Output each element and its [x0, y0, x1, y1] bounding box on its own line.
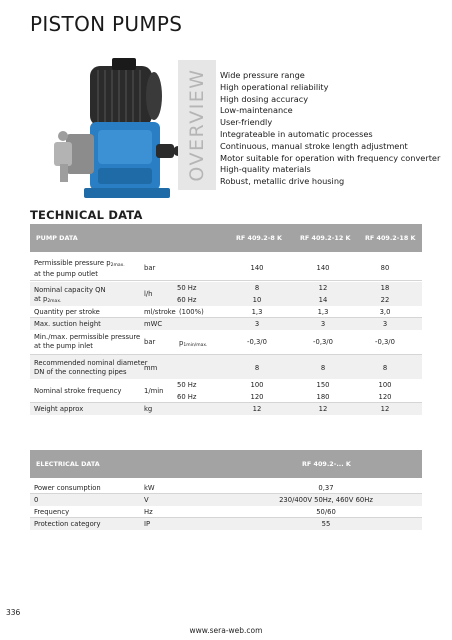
header-model: RF 409.2-12 K [300, 234, 351, 242]
table-row [30, 355, 422, 379]
pump-data-table [30, 224, 422, 415]
table-row [30, 379, 422, 403]
row-symbol: p [179, 339, 184, 347]
feature-item: Integrateable in automatic processes [220, 128, 373, 139]
row-label: Weight approx [34, 405, 84, 413]
row-value: 3 [382, 320, 388, 328]
header-label: PUMP DATA [36, 234, 78, 242]
row-label: Permissible pressure p [34, 259, 111, 267]
row-unit: V [144, 496, 149, 504]
row-value: 8 [254, 364, 260, 372]
row-label: Max. suction height [34, 320, 101, 328]
row-value: 140 [316, 264, 330, 272]
row-label: 0 [34, 496, 39, 504]
row-value: 8 [254, 284, 260, 292]
row-value: 14 [318, 296, 328, 304]
row-label: Frequency [34, 508, 70, 516]
row-value: 12 [318, 405, 328, 413]
header-label: ELECTRICAL DATA [36, 460, 100, 468]
row-value: 1,3 [317, 308, 329, 316]
row-value: 150 [316, 381, 330, 389]
table-row [30, 282, 422, 306]
row-value: 50/60 [316, 508, 336, 516]
row-value: 12 [318, 284, 328, 292]
row-freq: 50 Hz [177, 381, 197, 389]
row-label: Recommended nominal diameter [34, 359, 148, 367]
section-title: TECHNICAL DATA [30, 208, 143, 222]
header-model: RF 409.2-8 K [236, 234, 283, 242]
row-label: at the pump outlet [34, 270, 98, 278]
row-label: DN of the connecting pipes [34, 368, 127, 376]
header-model: RF 409.2-18 K [365, 234, 416, 242]
row-value: -0,3/0 [313, 338, 333, 346]
row-unit: Hz [144, 508, 153, 516]
row-value: 180 [316, 393, 330, 401]
feature-list [220, 70, 440, 188]
table-header [30, 450, 422, 478]
feature-item: High dosing accuracy [220, 93, 309, 104]
row-value: 120 [378, 393, 392, 401]
row-label: Protection category [34, 520, 101, 528]
row-unit: kg [144, 405, 153, 413]
row-value: 100 [250, 381, 264, 389]
feature-item: Wide pressure range [220, 70, 305, 80]
row-freq: 60 Hz [177, 296, 197, 304]
row-unit: l/h [144, 290, 153, 298]
row-label-sub: 2max. [110, 263, 125, 268]
row-label-sub: 2max. [47, 299, 62, 304]
table-row [30, 330, 422, 355]
row-value: -0,3/0 [247, 338, 267, 346]
row-value: 12 [252, 405, 262, 413]
feature-item: Continuous, manual stroke length adjustment [220, 140, 408, 151]
row-unit: bar [144, 264, 156, 272]
row-symbol-sub: 1min/max. [183, 343, 208, 348]
feature-item: Low-maintenance [220, 105, 293, 116]
row-value: 8 [320, 364, 326, 372]
row-value: 120 [250, 393, 264, 401]
row-unit: IP [144, 520, 151, 528]
row-value: 100 [378, 381, 392, 389]
row-value: 18 [380, 284, 390, 292]
page-number: 336 [6, 608, 21, 617]
row-label: Power consumption [34, 484, 101, 492]
row-value: -0,3/0 [375, 338, 395, 346]
row-value: 8 [382, 364, 388, 372]
row-value: 230/400V 50Hz, 460V 60Hz [279, 496, 373, 504]
table-row [30, 506, 422, 518]
row-unit: mm [144, 364, 158, 372]
row-value: 12 [380, 405, 390, 413]
row-value: 140 [250, 264, 264, 272]
row-value: 3 [320, 320, 326, 328]
feature-item: Robust, metallic drive housing [220, 176, 345, 187]
row-freq: 60 Hz [177, 393, 197, 401]
feature-item: High operational reliability [220, 81, 329, 92]
row-value: 3 [254, 320, 260, 328]
row-label: Min./max. permissible pressure [34, 333, 141, 341]
piston-pump-image [50, 56, 190, 206]
row-note: (100%) [179, 308, 204, 316]
row-freq: 50 Hz [177, 284, 197, 292]
electrical-data-table [30, 450, 422, 530]
row-value: 80 [380, 264, 390, 272]
footer-url[interactable]: www.sera-web.com [189, 626, 263, 635]
feature-item: Motor suitable for operation with frequency converter [220, 152, 441, 163]
table-row [30, 256, 422, 281]
table-header [30, 224, 422, 252]
row-unit: kW [144, 484, 155, 492]
table-row [30, 518, 422, 530]
table-row [30, 306, 422, 318]
row-value: 0,37 [318, 484, 334, 492]
row-label: Nominal stroke frequency [34, 387, 122, 395]
table-row [30, 318, 422, 330]
overview-banner [178, 60, 216, 190]
feature-item: User-friendly [220, 117, 273, 128]
row-unit: bar [144, 338, 156, 346]
row-value: 1,3 [251, 308, 263, 316]
row-label: at p [34, 295, 48, 303]
table-row [30, 494, 422, 506]
row-unit: ml/stroke [144, 308, 176, 316]
row-label: Nominal capacity QN [34, 286, 106, 294]
row-value: 3,0 [379, 308, 391, 316]
row-value: 10 [252, 296, 262, 304]
row-label: Quantity per stroke [34, 308, 100, 316]
overview-heading: OVERVIEW [186, 68, 208, 182]
page-title: PISTON PUMPS [30, 12, 183, 36]
row-value: 55 [321, 520, 331, 528]
row-value: 22 [380, 296, 390, 304]
row-unit: mWC [144, 320, 163, 328]
feature-item: High-quality materials [220, 164, 311, 175]
row-unit: 1/min [144, 387, 164, 395]
header-model: RF 409.2-... K [302, 460, 351, 468]
row-label: at the pump inlet [34, 342, 93, 350]
table-row [30, 482, 422, 494]
table-row [30, 403, 422, 415]
